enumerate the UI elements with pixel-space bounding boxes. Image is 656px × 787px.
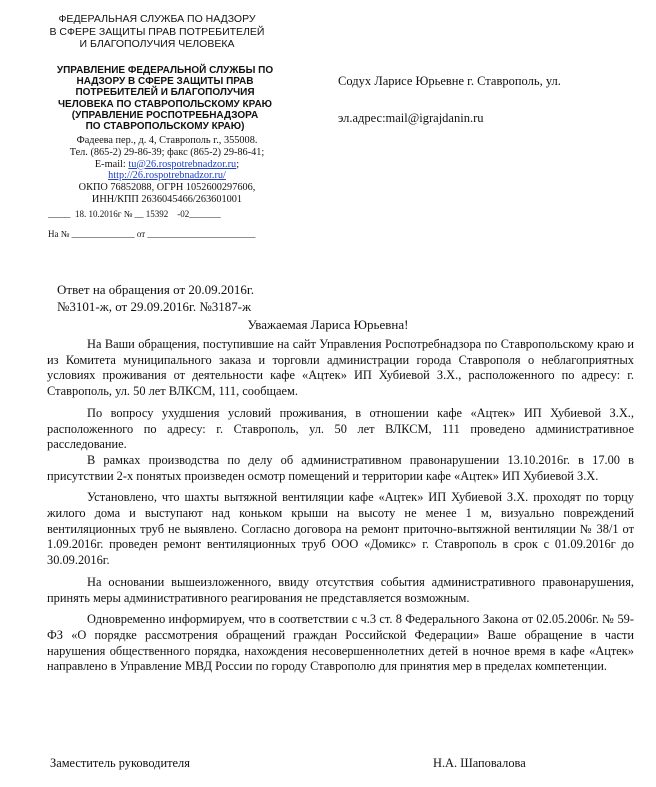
email-link[interactable]: tu@26.rospotrebnadzor.ru — [128, 158, 237, 170]
agency-line: В СФЕРЕ ЗАЩИТЫ ПРАВ ПОТРЕБИТЕЛЕЙ — [49, 25, 265, 38]
reference-line: №3101-ж, от 29.09.2016г. №3187-ж — [57, 299, 252, 314]
department-line: ЧЕЛОВЕКА ПО СТАВРОПОЛЬСКОМУ КРАЮ — [58, 98, 272, 110]
email-label: E-mail: — [94, 158, 129, 170]
department-line: ПОТРЕБИТЕЛЕЙ И БЛАГОПОЛУЧИЯ — [75, 87, 255, 99]
body-paragraph: В рамках производства по делу об административном правонарушении 13.10.2016г. в 17.00 в присутствии 2-х понятых произведен осмотр помещений и территории кафе «Ацтек» ИП Хубиевой З.Х. — [47, 452, 634, 483]
email-suffix: ; — [236, 158, 240, 170]
agency-name — [34, 13, 280, 51]
signatory-role: Заместитель руководителя — [50, 756, 190, 770]
department-line: ПО СТАВРОПОЛЬСКОМУ КРАЮ) — [85, 121, 245, 133]
department-line: НАДЗОРУ В СФЕРЕ ЗАЩИТЫ ПРАВ — [76, 76, 254, 88]
postal-address: Фадеева пер., д. 4, Ставрополь г., 355008. — [76, 135, 258, 146]
body-paragraph: По вопросу ухудшения условий проживания, в отношении кафе «Ацтек» ИП Хубиевой З.Х., расположенного по адресу: г. Ставрополь, ул. 50 лет ВЛКСМ, 111 проведено административное расследование. — [47, 405, 634, 452]
phone-fax: Тел. (865-2) 29-86-39; факс (865-2) 29-86-41; — [69, 146, 265, 158]
agency-line: И БЛАГОПОЛУЧИЯ ЧЕЛОВЕКА — [79, 38, 235, 50]
body-paragraph: Установлено, что шахты вытяжной вентиляции кафе «Ацтек» ИП Хубиевой З.Х. проходят по торцу жилого дома и выступают над коньком крыши на высоту не менее 1 м, визуально повреждений вентиляционных труб не выявлено. Согласно договора на ремонт приточно-вытяжной вентиляции № 38/1 от 1.09.2016г. проведен ремонт вентиляционных труб ООО «Домикс» г. Ставрополь в срок с 01.09.2016г до 30.09.2016г. — [47, 490, 634, 568]
addressee-name: Содух Ларисе Юрьевне г. Ставрополь, ул. — [338, 74, 561, 88]
addressee-email: эл.адрес:mail@igrajdanin.ru — [338, 111, 484, 125]
okpo-ogrn: ОКПО 76852088, ОГРН 1052600297606, — [78, 182, 256, 194]
body-paragraph: На основании вышеизложенного, ввиду отсутствия события административного правонарушения, принять меры административного реагирования не представляется возможным. — [47, 574, 634, 605]
inn-kpp: ИНН/КПП 2636045466/263601001 — [91, 193, 243, 205]
body-paragraph: Одновременно информируем, что в соответствии с ч.3 ст. 8 Федерального Закона от 02.05.2006г. № 59-ФЗ «О порядке рассмотрения обращений граждан Российской Федерации» Ваше обращение в части нарушения общественного порядка, нахождения несовершеннолетних детей в ночное время в кафе «Ацтек» направлено в Управление МВД России по городу Ставрополю для принятия мер в пределах компетенции. — [47, 612, 634, 674]
department-line: УПРАВЛЕНИЕ ФЕДЕРАЛЬНОЙ СЛУЖБЫ ПО — [56, 65, 274, 76]
agency-line: ФЕДЕРАЛЬНАЯ СЛУЖБА ПО НАДЗОРУ — [58, 13, 256, 25]
contact-block — [34, 135, 300, 206]
department-name — [34, 65, 296, 132]
greeting: Уважаемая Лариса Юрьевна! — [247, 317, 409, 332]
email-line — [34, 159, 300, 171]
department-line: (УПРАВЛЕНИЕ РОСПОТРЕБНАДЗОРА — [71, 109, 259, 121]
body-paragraph: На Ваши обращения, поступившие на сайт Управления Роспотребнадзора по Ставропольскому краю и из Комитета муниципального заказа и торговли администрации города Ставрополя о неблагоприятных условиях проживания от деятельности кафе «Ацтек» ИП Хубиевой З.Х., расположенного по адресу: г. Ставрополь, ул. 50 лет ВЛКСМ, 111, сообщаем. — [47, 337, 634, 399]
registration-number: _____ 18. 10.2016г № __ 15392 -02_______ — [48, 209, 221, 219]
website-link[interactable]: http://26.rospotrebnadzor.ru/ — [108, 170, 226, 182]
reply-to-number: На № ______________ от ________________________ — [48, 229, 256, 239]
reference-block — [57, 281, 254, 315]
website-line — [34, 170, 300, 182]
letter-body — [47, 337, 634, 675]
reference-line: Ответ на обращения от 20.09.2016г. — [57, 282, 254, 297]
signatory-name: Н.А. Шаповалова — [433, 756, 526, 770]
